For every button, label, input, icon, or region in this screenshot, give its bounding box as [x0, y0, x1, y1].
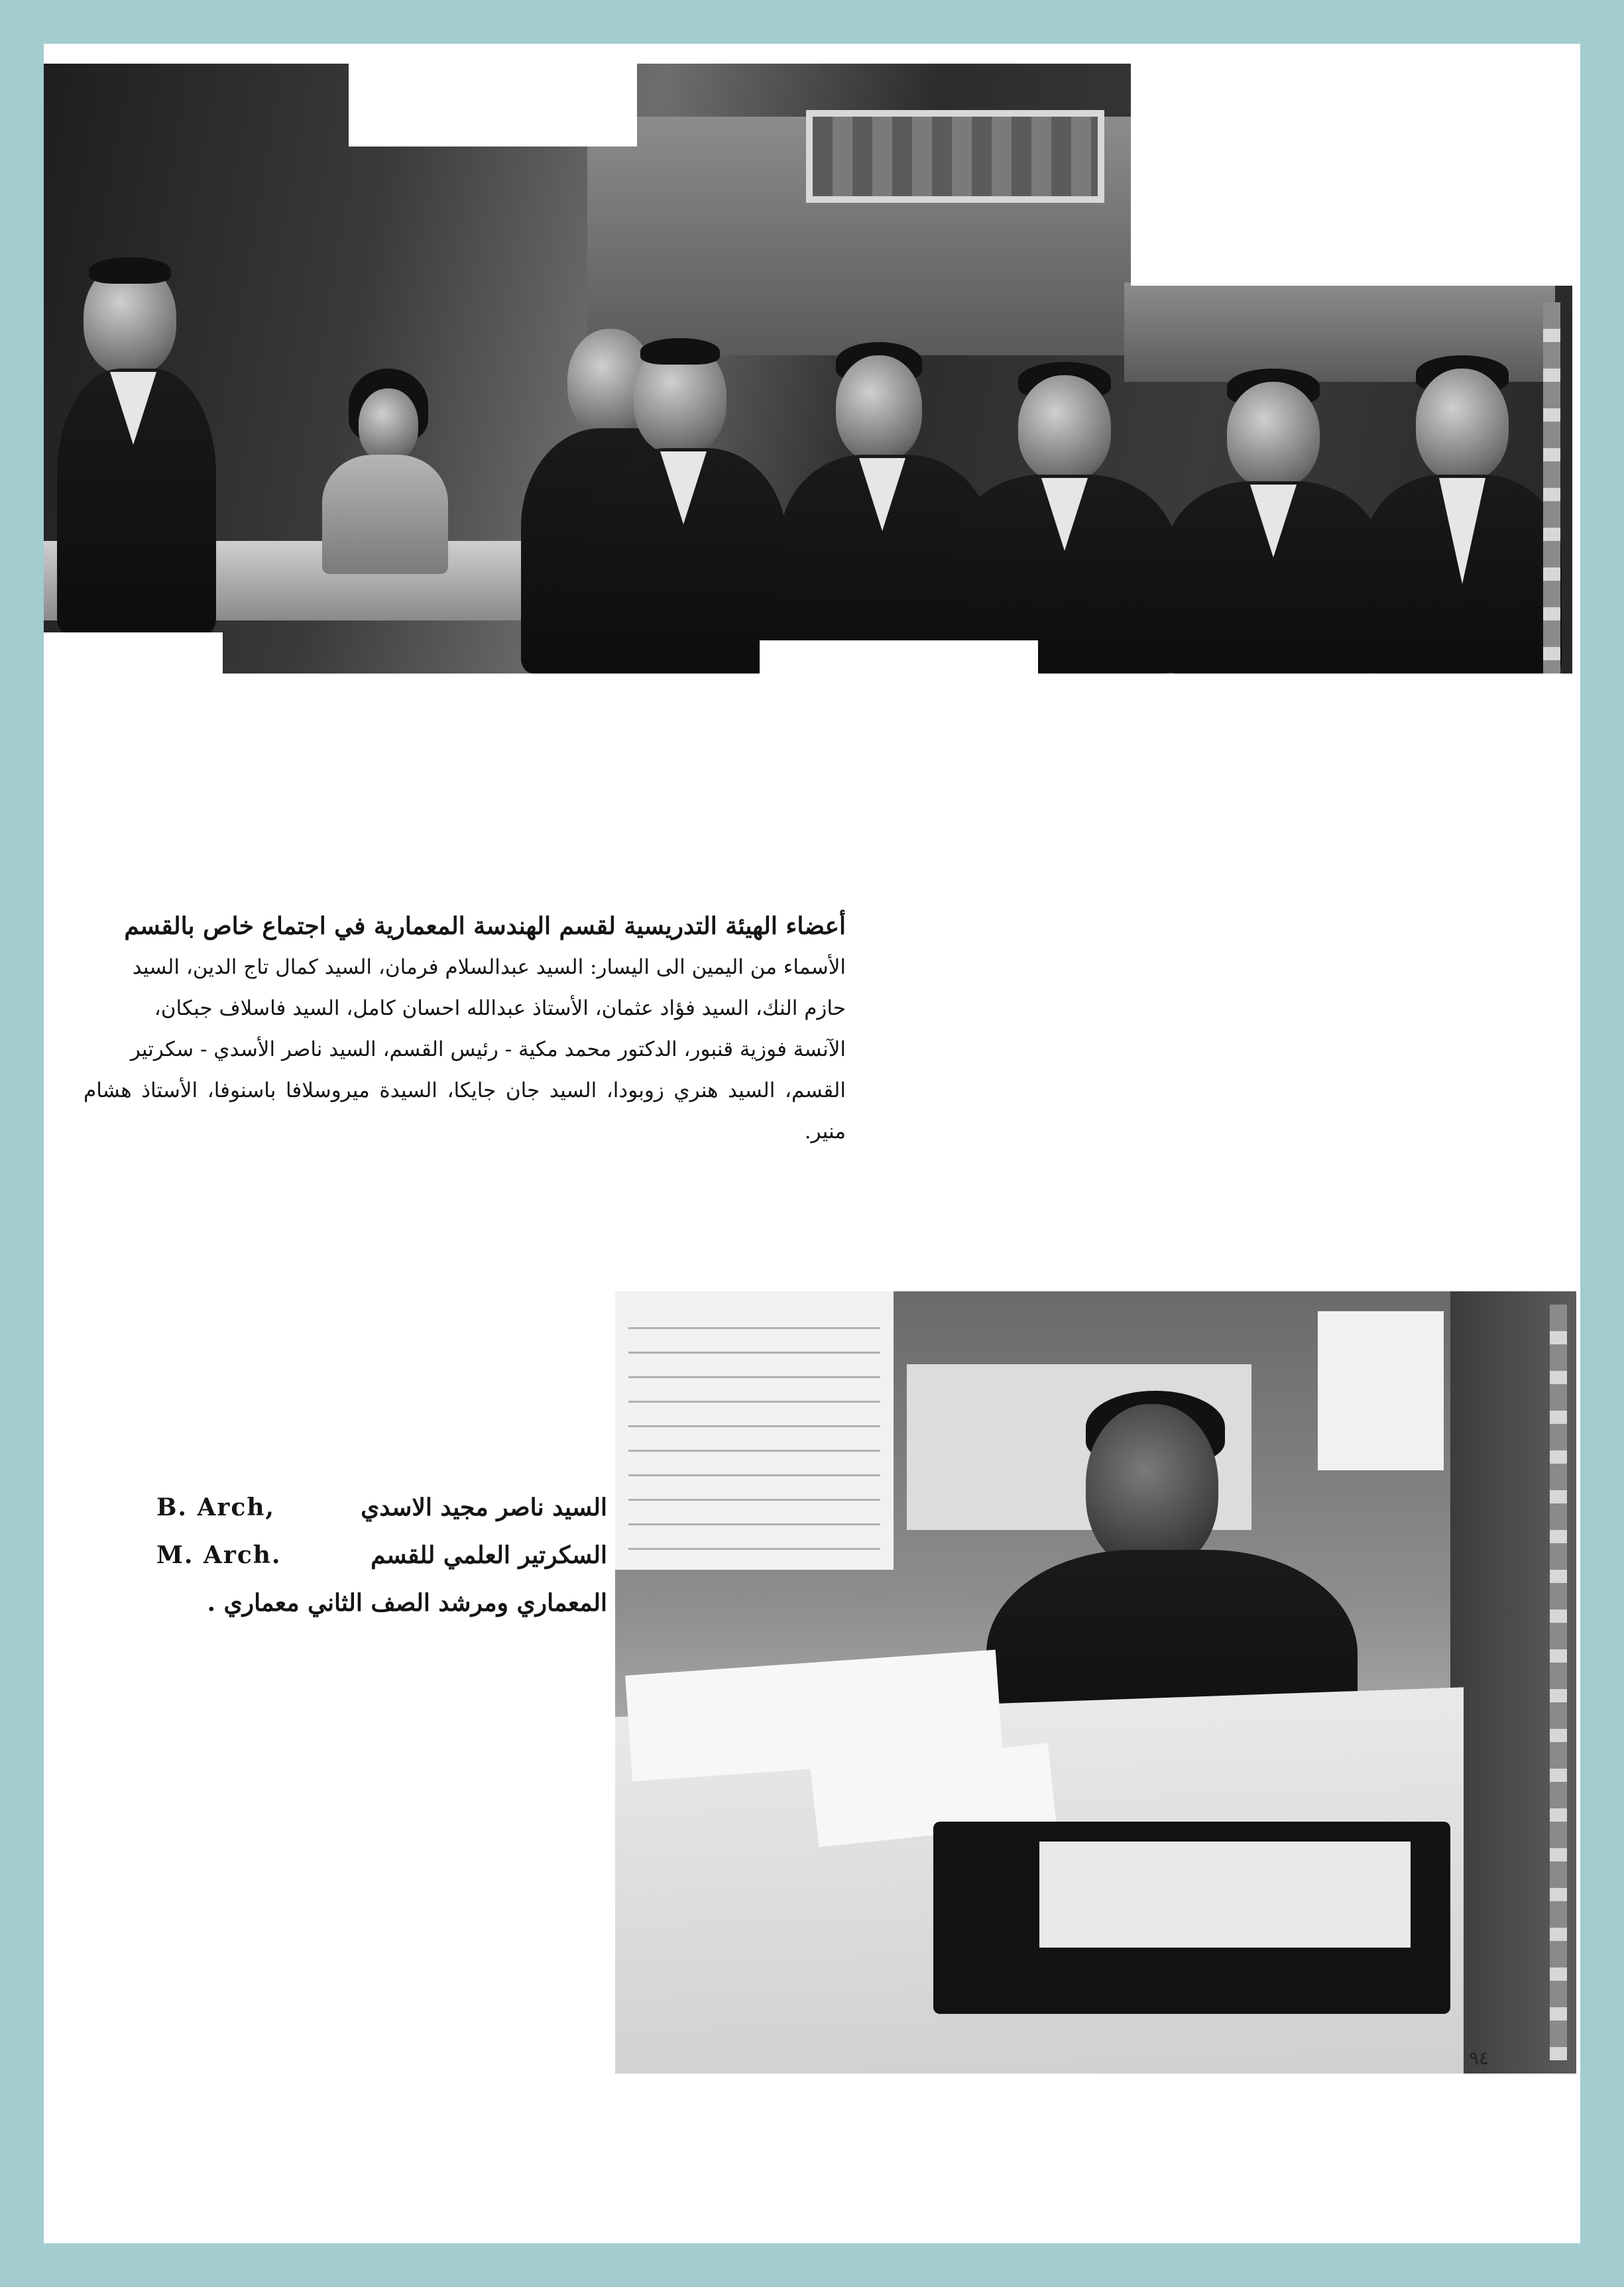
desk-portrait-photo — [615, 1291, 1576, 2074]
person-name: السيد ناصر مجيد الاسدي — [361, 1494, 607, 1521]
wall-chart — [615, 1291, 894, 1570]
person-6 — [952, 369, 1177, 674]
person-1 — [57, 263, 216, 634]
portrait-caption — [156, 1484, 607, 1627]
collage-cutout — [760, 640, 1038, 674]
film-edge — [1550, 1305, 1567, 2060]
caption-line: الآنسة فوزية قنبور، الدكتور محمد مكية - رئيس القسم، السيد ناصر الأسدي - سكرتير — [130, 1037, 846, 1061]
person-4 — [587, 342, 786, 674]
degree-label: M. Arch. — [156, 1541, 282, 1569]
caption-heading: أعضاء الهيئة التدريسية لقسم الهندسة المعمارية في اجتماع خاص بالقسم — [124, 912, 846, 940]
collage-cutout — [349, 64, 637, 147]
degree-label: B. Arch, — [156, 1494, 276, 1521]
film-edge — [1543, 302, 1560, 674]
person-role: المعماري ومرشد الصف الثاني معماري . — [207, 1589, 607, 1617]
page-number: ٩٤ — [1469, 2047, 1489, 2069]
meeting-caption — [84, 906, 846, 1152]
wall-frame — [806, 110, 1104, 203]
caption-line: الأسماء من اليمين الى اليسار: السيد عبدالسلام فرمان، السيد كمال تاج الدين، السيد — [132, 955, 846, 979]
person-8 — [1363, 362, 1562, 674]
person-title: السكرتير العلمي للقسم — [371, 1541, 607, 1569]
staff-meeting-photo — [44, 64, 1572, 674]
person-7 — [1164, 375, 1383, 674]
caption-line: القسم، السيد هنري زوبودا، السيد جان جايكا، السيدة ميروسلافا باسنوفا، الأستاذ هشام منير. — [84, 1079, 846, 1144]
caption-row — [156, 1484, 607, 1531]
caption-line: حازم النك، السيد فؤاد عثمان، الأستاذ عبدالله احسان كامل، السيد فاسلاف جبكان، — [154, 996, 846, 1020]
document-page — [44, 44, 1580, 2243]
person-2 — [322, 375, 448, 574]
case-paper — [1039, 1842, 1411, 1948]
collage-cutout — [44, 632, 223, 674]
collage-cutout — [1131, 64, 1572, 286]
caption-row — [156, 1531, 607, 1579]
